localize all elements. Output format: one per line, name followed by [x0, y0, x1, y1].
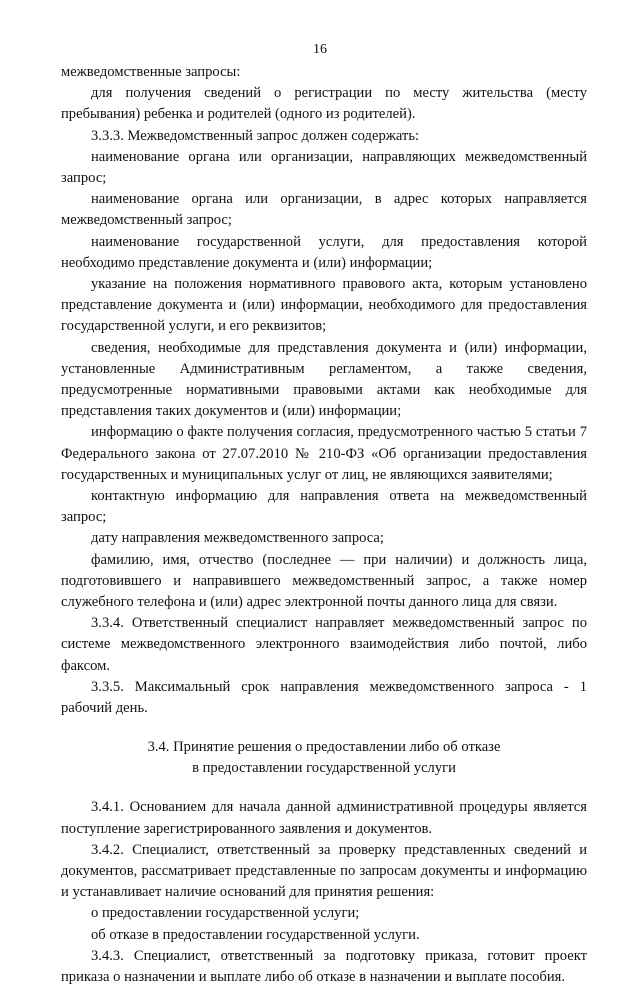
- section-title-line-2: в предоставлении государственной услуги: [192, 760, 456, 777]
- paragraph: указание на положения нормативного правового акта, которым установлено представление документа и (или) информации, необходимого для предоставления государственной услуги, и его реквизитов;: [61, 276, 587, 335]
- paragraph: 3.3.4. Ответственный специалист направляет межведомственный запрос по системе межведомственного электронного взаимодействия либо почтой, либо факсом.: [61, 615, 587, 674]
- paragraph: фамилию, имя, отчество (последнее — при наличии) и должность лица, подготовившего и направившего межведомственный запрос, а также номер служебного телефона и (или) адрес электронной почты данного лица для связи.: [61, 551, 587, 611]
- document-body: [61, 62, 587, 988]
- paragraph: для получения сведений о регистрации по месту жительства (месту пребывания) ребенка и родителей (одного из родителей).: [61, 85, 587, 123]
- section-title-line-1: 3.4. Принятие решения о предоставлении либо об отказе: [147, 739, 501, 756]
- paragraph: информацию о факте получения согласия, предусмотренного частью 5 статьи 7 Федерального закона от 27.07.2010 № 210-ФЗ «Об организации предоставления государственных и муниципальных услуг от лиц, не являющихся заявителями;: [61, 424, 587, 483]
- section-title-3-4: [61, 737, 587, 779]
- paragraph: об отказе в предоставлении государственной услуги.: [91, 926, 420, 943]
- paragraph: 3.3.3. Межведомственный запрос должен содержать:: [91, 127, 420, 144]
- paragraph: контактную информацию для направления ответа на межведомственный запрос;: [61, 488, 587, 526]
- paragraph-group-3-3: [61, 62, 587, 719]
- paragraph: наименование органа или организации, в адрес которых направляется межведомственный запрос;: [61, 191, 587, 229]
- paragraph: межведомственные запросы:: [61, 64, 241, 80]
- paragraph: о предоставлении государственной услуги;: [91, 905, 360, 922]
- paragraph: наименование государственной услуги, для предоставления которой необходимо представление документа и (или) информации;: [61, 233, 587, 271]
- paragraph: 3.4.1. Основанием для начала данной административной процедуры является поступление зарегистрированного заявления и документов.: [61, 799, 587, 837]
- paragraph: 3.3.5. Максимальный срок направления межведомственного запроса - 1 рабочий день.: [61, 678, 587, 717]
- paragraph-group-3-4: [61, 797, 587, 988]
- paragraph: наименование органа или организации, направляющих межведомственный запрос;: [61, 148, 587, 187]
- paragraph: 3.4.2. Специалист, ответственный за проверку представленных сведений и документов, рассматривает представленные по запросам документы и информацию и устанавливает наличие оснований для принятия решения:: [61, 841, 587, 901]
- paragraph: сведения, необходимые для представления документа и (или) информации, установленные Административным регламентом, а также сведения, предусмотренные нормативными правовыми актами как необходимые для представления таких документов и (или) информации;: [61, 339, 587, 420]
- paragraph: дату направления межведомственного запроса;: [91, 530, 384, 547]
- page-number: 16: [313, 42, 327, 57]
- paragraph: 3.4.3. Специалист, ответственный за подготовку приказа, готовит проект приказа о назначении и выплате либо об отказе в назначении и выплате пособия.: [61, 947, 587, 985]
